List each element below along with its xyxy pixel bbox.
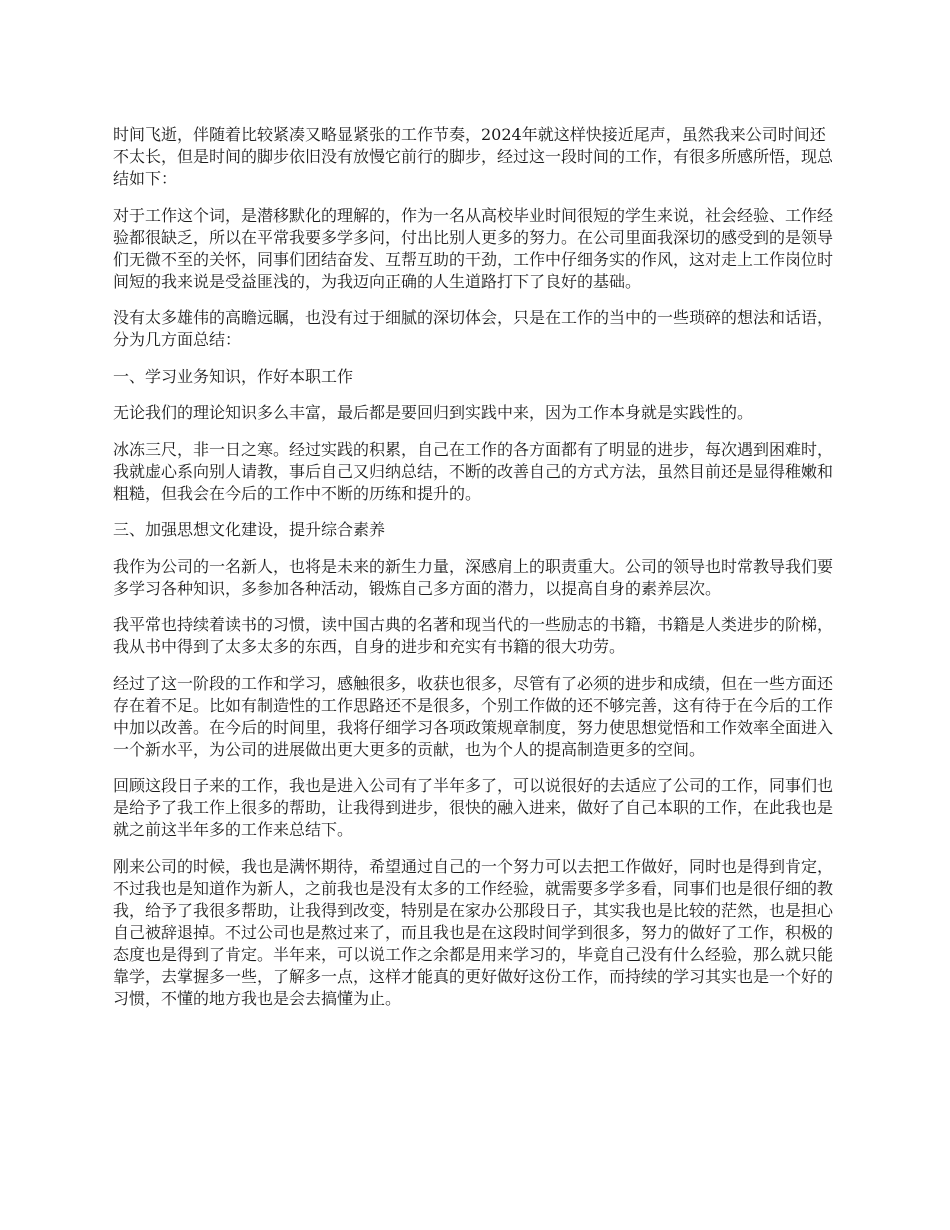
paragraph-theory: 无论我们的理论知识多么丰富，最后都是要回归到实践中来，因为工作本身就是实践性的。: [113, 403, 754, 422]
paragraph-beginning: 刚来公司的时候，我也是满怀期待，希望通过自己的一个努力可以去把工作做好，同时也是得到肯定，不过我也是知道作为新人，之前我也是没有太多的工作经验，就需要多学多看，同事们也是很仔细的教我，给予了我很多帮助，让我得到改变，特别是在家办公那段日子，其实我也是比较的茫然，也是担心自己被辞退掉。不过公司也是熬过来了，而且我也是在这段时间学到很多，努力的做好了工作，积极的态度也是得到了肯定。半年来，可以说工作之余都是用来学习的，毕竟自己没有什么经验，那么就只能靠学，去掌握多一些，了解多一点，这样才能真的更好做好这份工作，而持续的学习其实也是一个好的习惯，不懂的地方我也是会去搞懂为止。: [113, 856, 834, 1008]
paragraph-practice: 冰冻三尺，非一日之寒。经过实践的积累，自己在工作的各方面都有了明显的进步，每次遇到困难时，我就虚心系向别人请教，事后自己又归纳总结，不断的改善自己的方式方法，虽然目前还是显得稚嫩和粗糙，但我会在今后的工作中不断的历练和提升的。: [113, 439, 834, 503]
section-heading-1: 一、学习业务知识，作好本职工作: [113, 366, 354, 386]
document-body: [113, 124, 840, 1024]
paragraph-shortcomings: 经过了这一阶段的工作和学习，感触很多，收获也很多，尽管有了必须的进步和成绩，但在一些方面还存在着不足。比如有制造性的工作思路还不是很多，个别工作做的还不够完善，这有待于在今后的工作中加以改善。在今后的时间里，我将仔细学习各项政策规章制度，努力使思想觉悟和工作效率全面进入一个新水平，为公司的进展做出更大更多的贡献，也为个人的提高制造更多的空间。: [113, 673, 834, 759]
paragraph-understanding: 对于工作这个词，是潜移默化的理解的，作为一名从高校毕业时间很短的学生来说，社会经验、工作经验都很缺乏，所以在平常我要多学多问，付出比别人更多的努力。在公司里面我深切的感受到的是领导们无微不至的关怀，同事们团结奋发、互帮互助的干劲，工作中仔细务实的作风，这对走上工作岗位时间短的我来说是受益匪浅的，为我迈向正确的人生道路打下了良好的基础。: [113, 205, 834, 291]
paragraph-review: 回顾这段日子来的工作，我也是进入公司有了半年多了，可以说很好的去适应了公司的工作，同事们也是给予了我工作上很多的帮助，让我得到进步，很快的融入进来，做好了自己本职的工作，在此我也是就之前这半年多的工作来总结下。: [113, 776, 834, 839]
section-heading-3: 三、加强思想文化建设，提升综合素养: [113, 520, 386, 539]
paragraph-new-member: 我作为公司的一名新人，也将是未来的新生力量，深感肩上的职责重大。公司的领导也时常教导我们要多学习各种知识，多参加各种活动，锻炼自己多方面的潜力，以提高自身的素养层次。: [113, 556, 834, 598]
paragraph-reading: 我平常也持续着读书的习惯，读中国古典的名著和现当代的一些励志的书籍，书籍是人类进步的阶梯，我从书中得到了太多太多的东西，自身的进步和充实有书籍的很大功劳。: [113, 615, 834, 656]
paragraph-overview: 没有太多雄伟的高瞻远瞩，也没有过于细腻的深切体会，只是在工作的当中的一些琐碎的想法和话语，分为几方面总结：: [113, 308, 834, 349]
paragraph-intro: 时间飞逝，伴随着比较紧凑又略显紧张的工作节奏，2024年就这样快接近尾声，虽然我来公司时间还不太长，但是时间的脚步依旧没有放慢它前行的脚步，经过这一段时间的工作，有很多所感所悟，现总结如下：: [113, 125, 834, 188]
